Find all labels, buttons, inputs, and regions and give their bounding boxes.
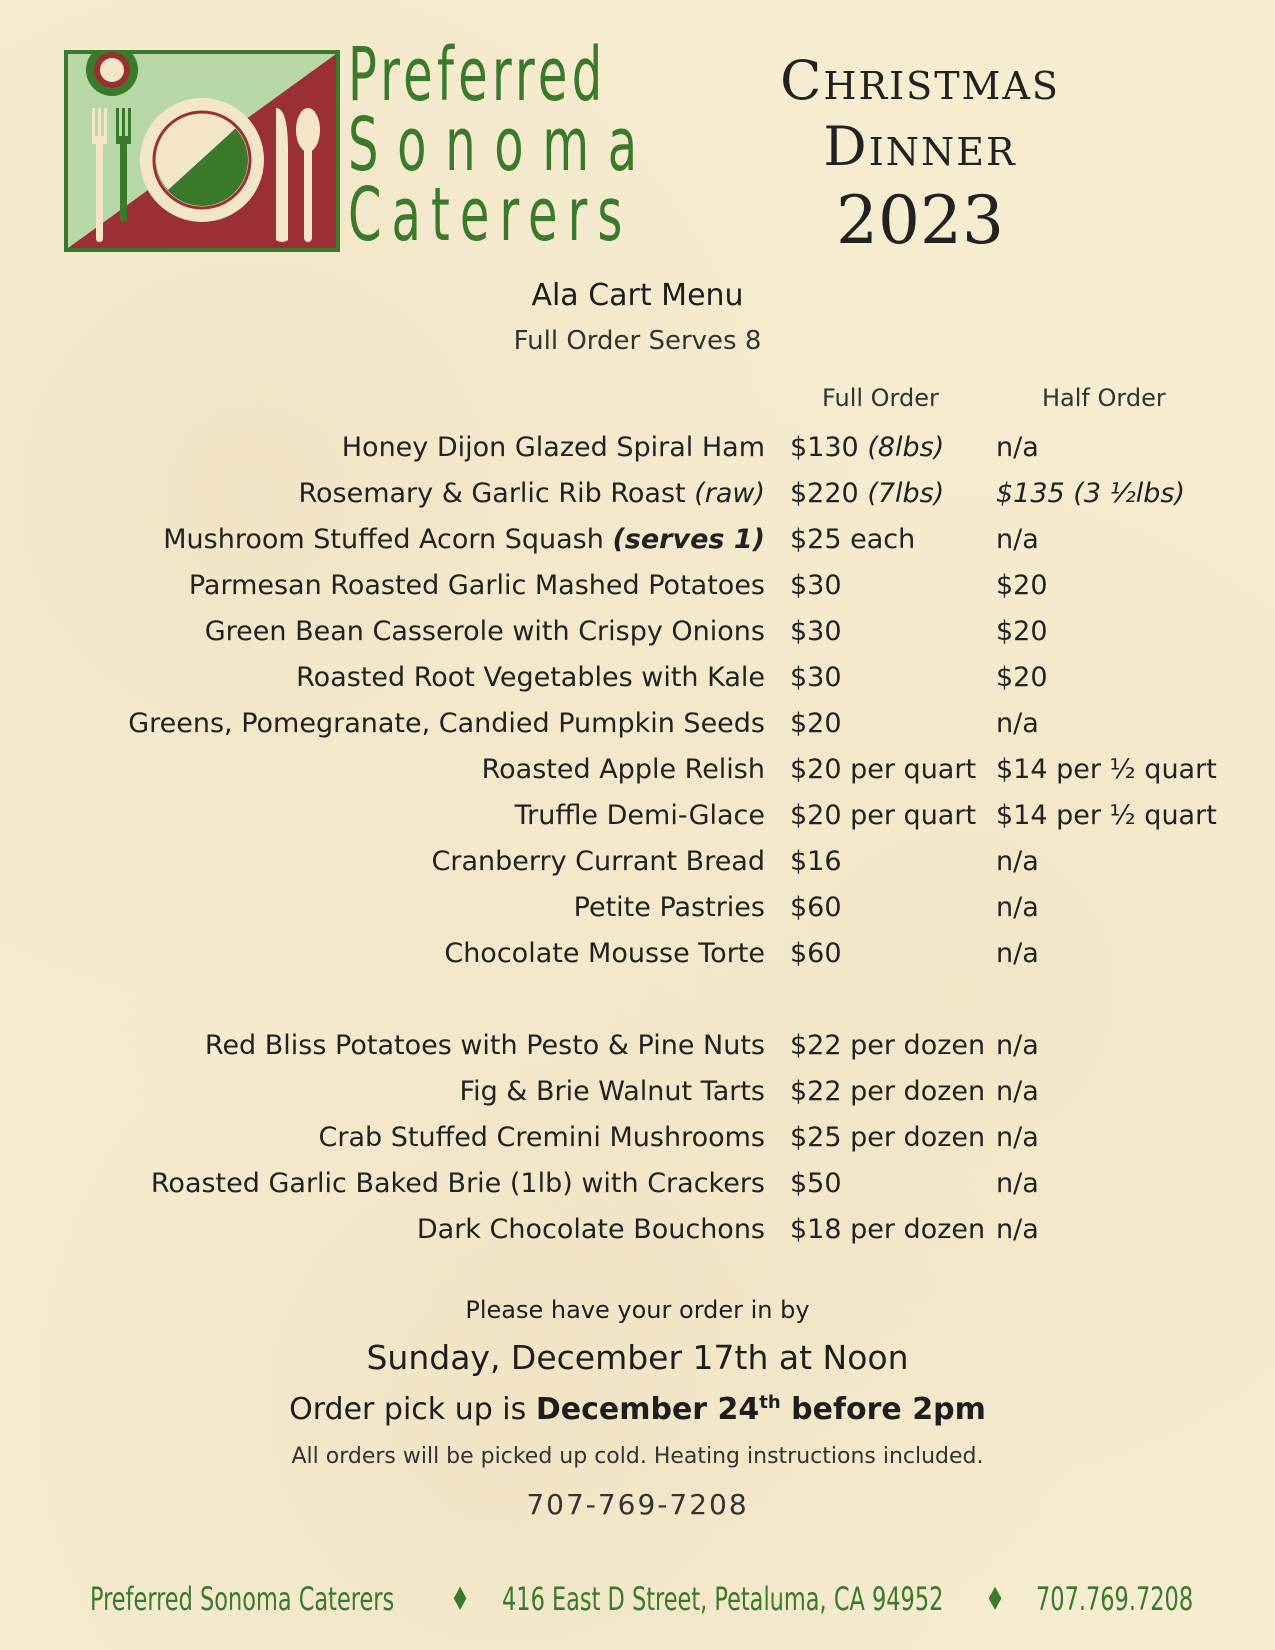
item-half-price: n/a [996,846,1039,877]
order-deadline-intro: Please have your order in by [465,1296,810,1324]
item-half-price: n/a [996,1122,1039,1153]
item-full-price: $30 [790,570,842,601]
company-logo [64,50,340,252]
item-half-price: n/a [996,1214,1039,1245]
pickup-time: before 2pm [791,1392,986,1427]
brand-line-1: Preferred [348,32,607,118]
item-half-price: n/a [996,1030,1039,1061]
item-name: Chocolate Mousse Torte [444,938,765,969]
item-half-price: $14 per ½ quart [996,754,1217,785]
item-note: (serves 1) [612,524,765,555]
item-full-price: $22 per dozen [790,1030,986,1061]
menu-item [0,708,1275,748]
item-full-price: $20 [790,708,842,739]
appetizer-item [0,1214,1275,1254]
menu-item [0,570,1275,610]
menu-serves: Full Order Serves 8 [513,326,762,356]
item-name: Green Bean Casserole with Crispy Onions [204,616,765,647]
item-half-price: $20 [996,616,1048,647]
item-name: Dark Chocolate Bouchons [416,1214,765,1245]
pickup-date-suffix: th [759,1392,781,1413]
item-full-price: $25 per dozen [790,1122,986,1153]
item-half-price: $20 [996,662,1048,693]
item-half-price: n/a [996,432,1039,463]
brand-line-2: Sonoma [348,102,656,188]
appetizer-item [0,1076,1275,1116]
item-full-price: $22 per dozen [790,1076,986,1107]
brand-line-3: Caterers [348,172,633,258]
item-name: Parmesan Roasted Garlic Mashed Potatoes [188,570,765,601]
item-name: Petite Pastries [573,892,765,923]
item-name: Roasted Garlic Baked Brie (1lb) with Crackers [150,1168,765,1199]
item-half-price: n/a [996,524,1039,555]
item-full-price: $30 [790,662,842,693]
column-header-full: Full Order [822,384,939,412]
menu-item [0,478,1275,518]
item-name: Cranberry Currant Bread [431,846,765,877]
menu-item [0,662,1275,702]
item-full-price: $16 [790,846,842,877]
title-line-2: Dinner [823,115,1017,178]
order-deadline: Sunday, December 17th at Noon [366,1338,909,1377]
footer-divider-2: ♦ [985,1580,1006,1618]
item-name: Rosemary & Garlic Rib Roast [298,478,686,509]
item-name: Fig & Brie Walnut Tarts [459,1076,765,1107]
item-name: Roasted Root Vegetables with Kale [296,662,765,693]
footer-address: 416 East D Street, Petaluma, CA 94952 [502,1580,944,1618]
item-name: Roasted Apple Relish [481,754,765,785]
item-full-note: (8lbs) [867,432,945,463]
appetizer-item [0,1168,1275,1208]
menu-heading: Ala Cart Menu [531,278,744,313]
item-full-price: $25 each [790,524,916,555]
item-full-price: $60 [790,892,842,923]
pickup-date: December 24th before 2pm [535,1392,986,1427]
menu-item [0,754,1275,794]
item-full-price: $30 [790,616,842,647]
item-note: (raw) [694,478,765,509]
footer-company: Preferred Sonoma Caterers [90,1580,395,1618]
footer-phone: 707.769.7208 [1036,1580,1194,1618]
pickup-prefix: Order pick up is [289,1392,527,1427]
item-name: Mushroom Stuffed Acorn Squash [163,524,604,555]
item-full-note: (7lbs) [867,478,945,509]
item-name: Red Bliss Potatoes with Pesto & Pine Nuts [204,1030,765,1061]
item-half-price: $14 per ½ quart [996,800,1217,831]
footer [0,1580,1275,1620]
appetizer-item [0,1030,1275,1070]
title-year: 2023 [836,182,1004,259]
item-half-price: n/a [996,1076,1039,1107]
menu-item [0,800,1275,840]
page-title [700,48,1140,262]
item-full-price: $220 [790,478,859,509]
footer-divider-1: ♦ [450,1580,471,1618]
title-line-1: Christmas [780,49,1060,112]
item-half-price: n/a [996,708,1039,739]
item-full-price: $18 per dozen [790,1214,986,1245]
menu-item [0,938,1275,978]
pickup-note: All orders will be picked up cold. Heating instructions included. [291,1444,984,1469]
menu-item [0,892,1275,932]
item-full-price: $20 per quart [790,800,977,831]
item-full-price: $130 [790,432,859,463]
item-half-price: n/a [996,1168,1039,1199]
menu-item [0,524,1275,564]
item-half-price: n/a [996,938,1039,969]
menu-item [0,846,1275,886]
menu-item [0,616,1275,656]
item-name: Truffle Demi-Glace [514,800,765,831]
item-full-price: $60 [790,938,842,969]
item-half-price: $20 [996,570,1048,601]
item-name: Greens, Pomegranate, Candied Pumpkin Seeds [128,708,765,739]
item-full-price: $20 per quart [790,754,977,785]
menu-item [0,432,1275,472]
appetizer-item [0,1122,1275,1162]
item-half-price: $135 (3 ½lbs) [996,478,1185,509]
column-header-half: Half Order [1042,384,1166,412]
item-name: Honey Dijon Glazed Spiral Ham [341,432,765,463]
item-half-price: n/a [996,892,1039,923]
item-full-price: $50 [790,1168,842,1199]
contact-phone: 707-769-7208 [526,1488,749,1521]
item-name: Crab Stuffed Cremini Mushrooms [318,1122,765,1153]
pickup-info [0,1392,1275,1427]
